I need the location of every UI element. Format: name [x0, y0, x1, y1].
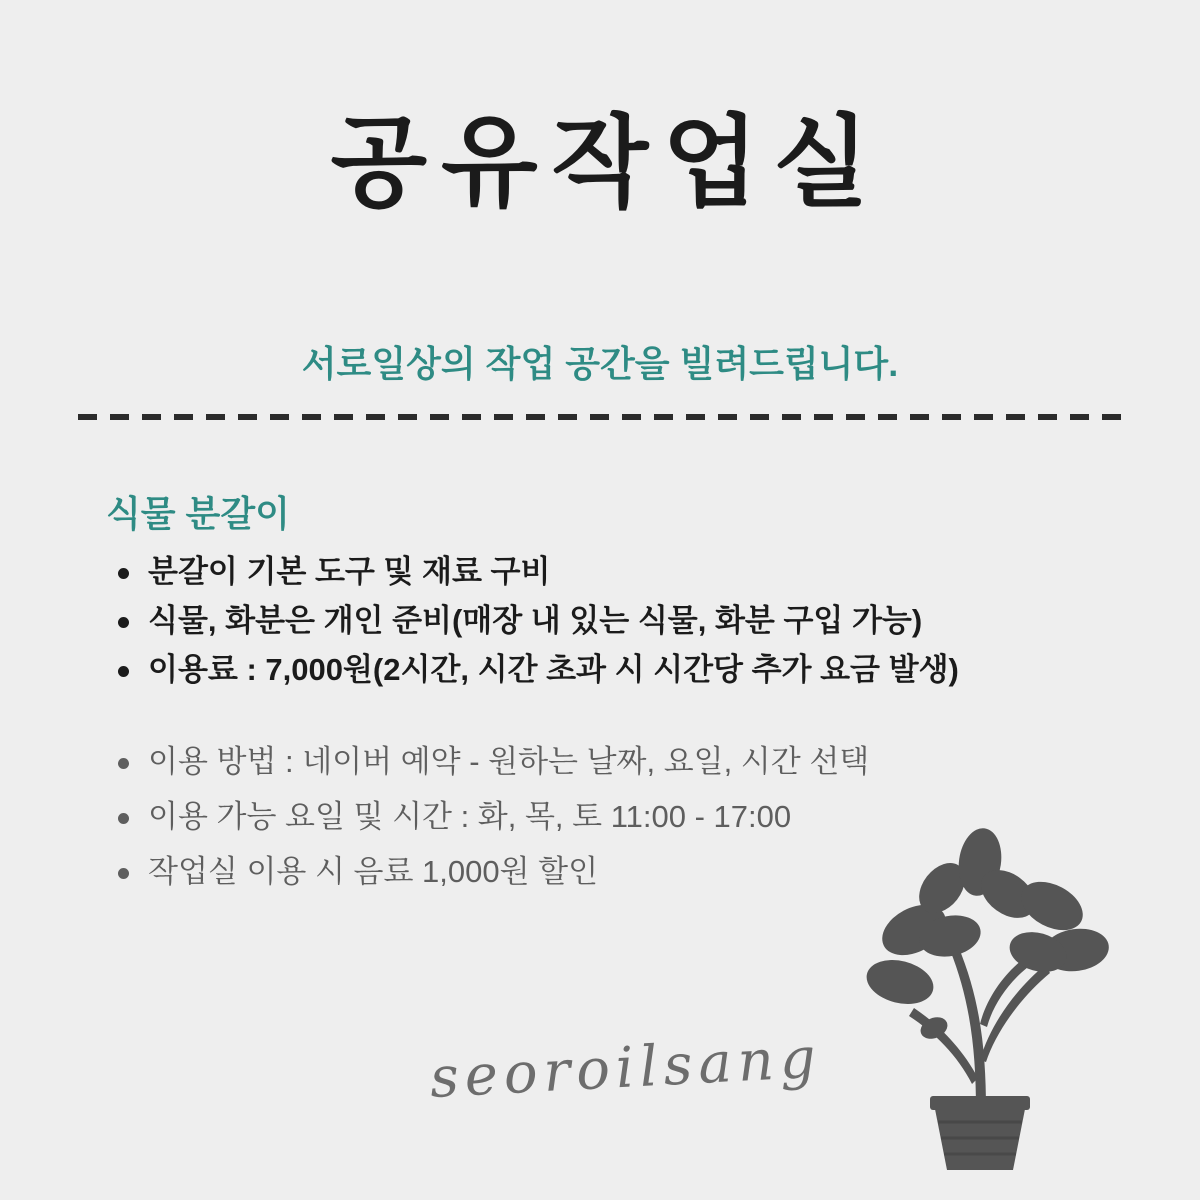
- page-title: 공유작업실: [330, 107, 884, 219]
- list-item-label: 이용료 : 7,000원(2시간, 시간 초과 시 시간당 추가 요금 발생): [148, 652, 959, 687]
- potted-plant-icon: [830, 810, 1130, 1170]
- primary-bullet-list: [106, 550, 959, 697]
- list-item: [106, 599, 959, 643]
- dashed-divider: [78, 414, 1124, 420]
- page-subtitle: 서로일상의 작업 공간을 빌려드립니다.: [301, 343, 899, 384]
- list-item: [106, 550, 959, 594]
- list-item-label: 분갈이 기본 도구 및 재료 구비: [148, 554, 551, 589]
- list-item: [106, 648, 959, 692]
- list-item-label: 식물, 화분은 개인 준비(매장 내 있는 식물, 화분 구입 가능): [148, 603, 923, 638]
- secondary-bullet-list: [106, 740, 869, 905]
- list-item-label: 이용 가능 요일 및 시간 : 화, 목, 토 11:00 - 17:00: [148, 799, 792, 834]
- list-item-label: 이용 방법 : 네이버 예약 - 원하는 날짜, 요일, 시간 선택: [148, 744, 870, 779]
- list-item: [106, 795, 869, 839]
- list-item: [106, 740, 869, 784]
- brand-signature: seoroilsang: [428, 1025, 824, 1111]
- list-item: [106, 850, 869, 894]
- section-heading: 식물 분갈이: [106, 493, 290, 534]
- list-item-label: 작업실 이용 시 음료 1,000원 할인: [148, 854, 599, 889]
